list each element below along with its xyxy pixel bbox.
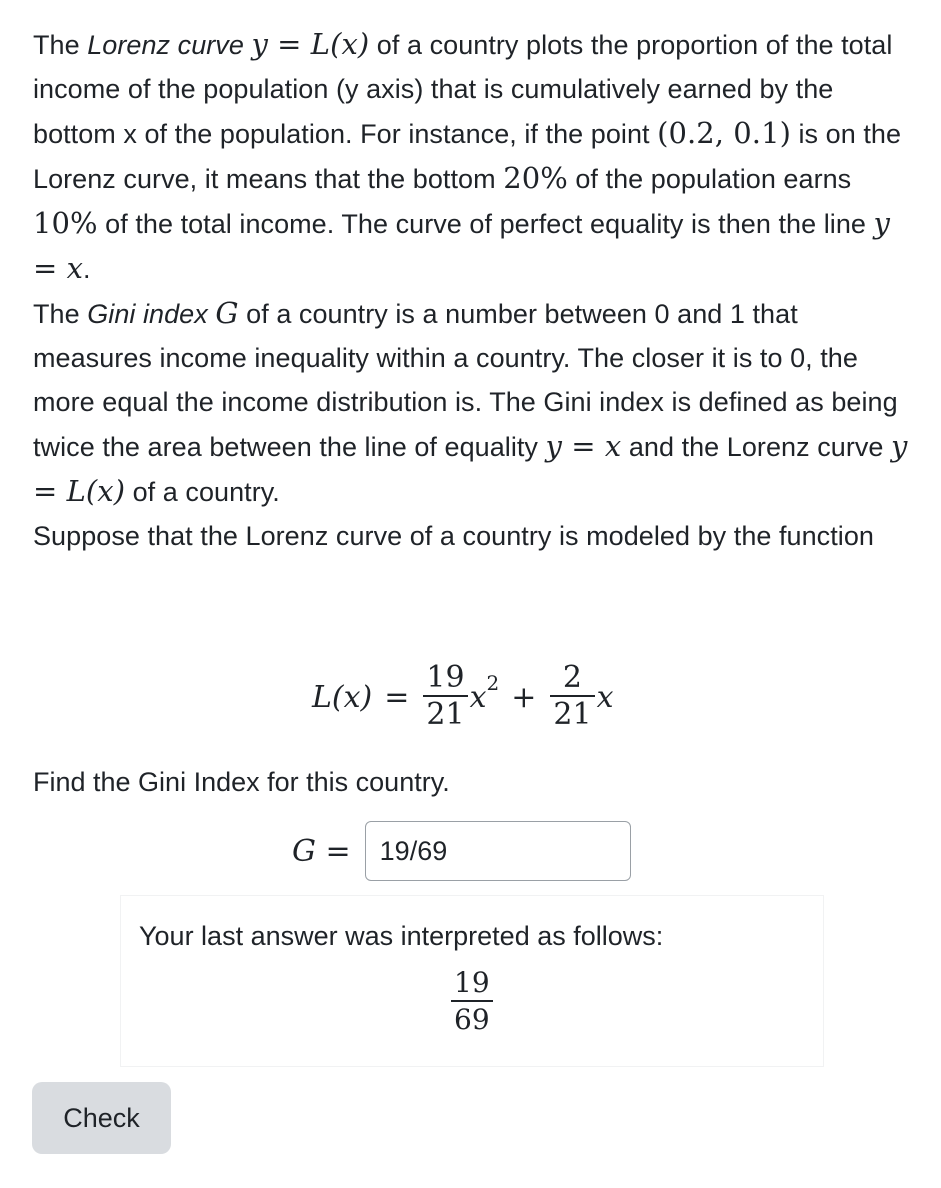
question-text — [33, 22, 913, 558]
paragraph-lorenz — [33, 22, 913, 291]
fraction-numerator: 19 — [454, 966, 490, 999]
fraction-19-21 — [423, 661, 467, 733]
fraction-denominator: 21 — [553, 697, 592, 732]
fraction-denominator: 69 — [454, 1003, 490, 1036]
text: of the population earns — [567, 164, 852, 194]
text: . — [83, 254, 91, 284]
fraction-denominator: 21 — [426, 697, 465, 732]
question-prompt: Find the Gini Index for this country. — [33, 767, 450, 797]
text: of a country is a number between 0 and 1 that measures income inequality within a country. The closer it is to 0, the more equal the income distribution is. The Gini index is defined as being twice the area between the line of equality — [33, 299, 898, 462]
math-g: G — [292, 833, 316, 869]
paragraph-suppose — [33, 514, 913, 558]
math-10-percent: 10% — [33, 206, 98, 240]
answer-input[interactable] — [365, 821, 631, 881]
exponent: 2 — [486, 671, 500, 695]
term-lorenz-curve: Lorenz curve — [87, 30, 244, 60]
text: and the Lorenz curve — [621, 432, 892, 462]
math-g: G — [215, 296, 239, 330]
answer-row — [292, 820, 631, 882]
plus-sign: + — [511, 679, 537, 715]
text: The — [33, 30, 88, 60]
text: of a country. — [125, 477, 280, 507]
math-equality-line: y = x — [33, 206, 890, 285]
variable-x: x — [469, 679, 487, 715]
feedback-text: Your last answer was interpreted as follows: — [139, 921, 664, 951]
paragraph-gini — [33, 291, 913, 514]
text: The — [33, 299, 88, 329]
feedback-fraction — [449, 966, 495, 1038]
term-gini-index: Gini index — [87, 299, 208, 329]
fraction-2-21 — [550, 661, 594, 733]
equation-body — [312, 655, 613, 739]
text: is on the Lorenz curve, it means that the bottom — [33, 119, 902, 194]
check-button[interactable]: Check — [32, 1082, 171, 1154]
equals-sign: = — [325, 833, 351, 869]
fraction-19-69 — [451, 966, 493, 1038]
math-lorenz-def: y = L(x) — [33, 429, 908, 508]
math-point: (0.2, 0.1) — [657, 116, 791, 150]
display-equation — [0, 655, 941, 739]
text: of the total income. The curve of perfect equality is then the line — [97, 209, 874, 239]
math-equality-line: y = x — [545, 429, 622, 463]
variable-x: x — [596, 679, 614, 715]
answer-feedback — [121, 896, 823, 1066]
answer-label — [292, 834, 351, 869]
equation-lhs: L(x) — [312, 679, 373, 715]
text: Suppose that the Lorenz curve of a country is modeled by the function — [33, 521, 874, 551]
equals-sign: = — [384, 679, 410, 715]
math-20-percent: 20% — [503, 161, 568, 195]
fraction-numerator: 2 — [562, 660, 583, 695]
fraction-numerator: 19 — [426, 660, 465, 695]
text: of a country plots the proportion of the total income of the population (y axis) that is cumulatively earned by the bottom x of the population. For instance, if the point — [33, 30, 893, 149]
math-lorenz-def: y = L(x) — [251, 27, 370, 61]
